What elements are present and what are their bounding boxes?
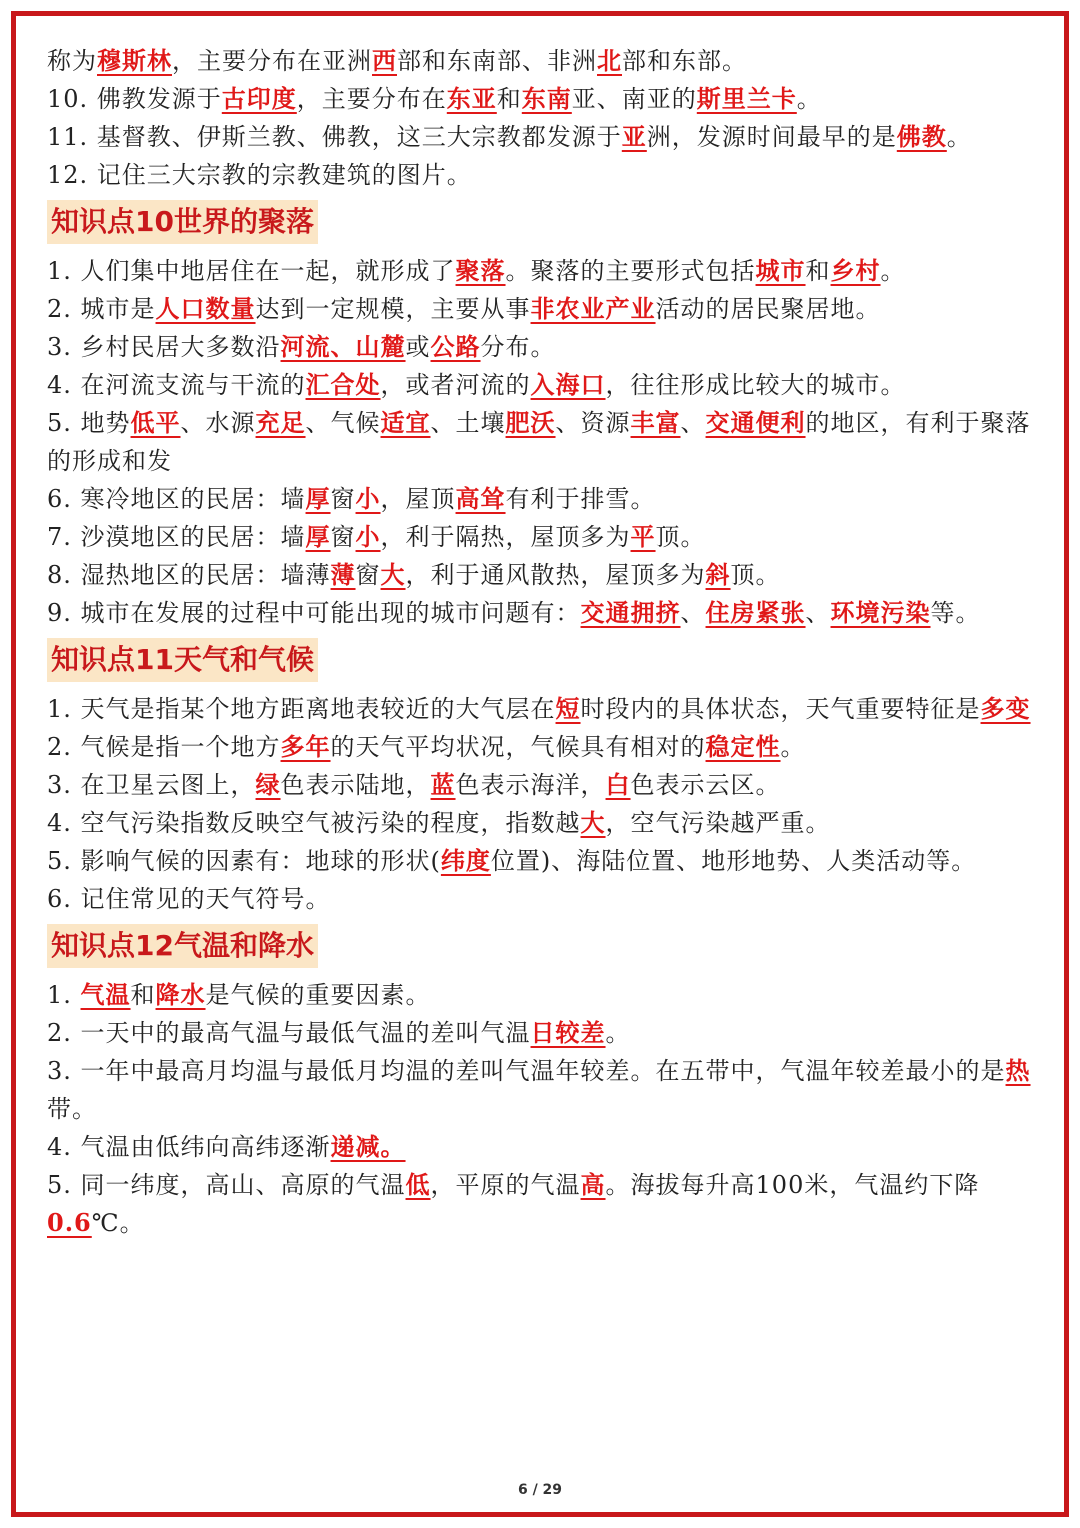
text-run: 的地区，有利于聚落的形成和发 (47, 409, 1031, 475)
key-term: 白 (605, 770, 631, 799)
key-term: 高耸 (455, 484, 506, 513)
text-run: 和 (496, 85, 522, 113)
key-term: 丰富 (630, 408, 681, 437)
list-item (47, 252, 1037, 290)
text-run: 和 (805, 257, 831, 285)
text-run: 窗 (355, 561, 381, 589)
document-body (47, 42, 1037, 1242)
key-term: 聚落 (455, 256, 506, 285)
text-run: 。 (605, 1019, 631, 1047)
text-run: ，主要分布在亚洲 (172, 47, 372, 75)
text-run: ℃。 (91, 1209, 145, 1237)
key-term: 热 (1005, 1056, 1031, 1085)
key-term: 纬度 (440, 846, 491, 875)
text-run: 。 (796, 85, 822, 113)
text-run: 7. 沙漠地区的民居：墙 (47, 523, 306, 551)
text-run: 12. 记住三大宗教的宗教建筑的图片。 (47, 161, 472, 189)
text-run: 、 (680, 409, 706, 437)
key-term: 厚 (305, 522, 331, 551)
key-term: 递减。 (330, 1132, 406, 1161)
list-item (47, 594, 1037, 632)
key-term: 短 (555, 694, 581, 723)
key-term: 东南 (521, 84, 572, 113)
list-item (47, 556, 1037, 594)
text-run: 8. 湿热地区的民居：墙薄 (47, 561, 331, 589)
text-run: 1. 天气是指某个地方距离地表较近的大气层在 (47, 695, 556, 723)
key-term: 稳定性 (705, 732, 781, 761)
section-heading: 知识点12气温和降水 (47, 924, 318, 968)
key-term: 公路 (430, 332, 481, 361)
key-term: 大 (380, 560, 406, 589)
key-term: 汇合处 (305, 370, 381, 399)
text-run: 。 (946, 123, 972, 151)
text-run: 有利于排雪。 (505, 485, 656, 513)
text-run: 色表示云区。 (630, 771, 781, 799)
text-run: 。聚落的主要形式包括 (505, 257, 756, 285)
key-term: 交通便利 (705, 408, 806, 437)
key-term: 高 (580, 1170, 606, 1199)
text-run: ，屋顶 (380, 485, 456, 513)
text-run: 。 (780, 733, 806, 761)
key-term: 乡村 (830, 256, 881, 285)
text-run: 带。 (47, 1095, 97, 1123)
key-term: 薄 (330, 560, 356, 589)
list-item (47, 42, 1037, 80)
key-term: 蓝 (430, 770, 456, 799)
text-run: 9. 城市在发展的过程中可能出现的城市问题有： (47, 599, 581, 627)
text-run: ，平原的气温 (430, 1171, 581, 1199)
key-term: 穆斯林 (97, 46, 172, 75)
key-term: 绿 (255, 770, 281, 799)
list-item (47, 976, 1037, 1014)
page-number: 6 / 29 (517, 1482, 563, 1498)
list-item (47, 804, 1037, 842)
text-run: 等。 (930, 599, 981, 627)
text-run: ，或者河流的 (380, 371, 531, 399)
key-term: 低 (405, 1170, 431, 1199)
text-run: 窗 (330, 523, 356, 551)
list-item (47, 118, 1037, 156)
key-term: 非农业产业 (530, 294, 656, 323)
text-run: 10. 佛教发源于 (47, 85, 222, 113)
key-term: 交通拥挤 (580, 598, 681, 627)
text-run: 窗 (330, 485, 356, 513)
key-term: 气温 (80, 980, 131, 1009)
text-run: 顶。 (655, 523, 706, 551)
key-term: 小 (355, 522, 381, 551)
text-run: 色表示海洋， (455, 771, 606, 799)
text-run: 、水源 (180, 409, 256, 437)
text-run: ，往往形成比较大的城市。 (605, 371, 906, 399)
text-run: 1. (47, 981, 81, 1009)
key-term: 城市 (755, 256, 806, 285)
key-term: 东亚 (446, 84, 497, 113)
text-run: 4. 气温由低纬向高纬逐渐 (47, 1133, 331, 1161)
key-term: 适宜 (380, 408, 431, 437)
text-run: 。海拔每升高100米，气温约下降 (605, 1171, 980, 1199)
text-run: 、 (680, 599, 706, 627)
list-item (47, 404, 1037, 480)
key-term: 古印度 (221, 84, 297, 113)
list-item (47, 728, 1037, 766)
key-term: 河流、山麓 (280, 332, 406, 361)
text-run: 5. 地势 (47, 409, 131, 437)
text-run: 11. 基督教、伊斯兰教、佛教，这三大宗教都发源于 (47, 123, 622, 151)
section-heading: 知识点11天气和气候 (47, 638, 318, 682)
key-term: 降水 (155, 980, 206, 1009)
text-run: 和 (130, 981, 156, 1009)
list-item (47, 1014, 1037, 1052)
key-term: 入海口 (530, 370, 606, 399)
list-item (47, 480, 1037, 518)
text-run: 达到一定规模，主要从事 (255, 295, 531, 323)
text-run: 顶。 (730, 561, 781, 589)
text-run: 是气候的重要因素。 (205, 981, 431, 1009)
key-term: 0.6 (47, 1208, 92, 1237)
key-term: 厚 (305, 484, 331, 513)
text-run: 2. 气候是指一个地方 (47, 733, 281, 761)
text-run: 称为 (47, 47, 97, 75)
list-item (47, 366, 1037, 404)
text-run: 4. 空气污染指数反映空气被污染的程度，指数越 (47, 809, 581, 837)
key-term: 肥沃 (505, 408, 556, 437)
text-run: 6. 寒冷地区的民居：墙 (47, 485, 306, 513)
text-run: 部和东部。 (622, 47, 747, 75)
list-item (47, 842, 1037, 880)
text-run: 5. 影响气候的因素有：地球的形状( (47, 847, 441, 875)
text-run: 时段内的具体状态，天气重要特征是 (580, 695, 981, 723)
key-term: 斯里兰卡 (696, 84, 797, 113)
list-item (47, 156, 1037, 194)
list-item (47, 1166, 1037, 1242)
text-run: 3. 一年中最高月均温与最低月均温的差叫气温年较差。在五带中，气温年较差最小的是 (47, 1057, 1006, 1085)
text-run: 、 (805, 599, 831, 627)
text-run: 5. 同一纬度，高山、高原的气温 (47, 1171, 406, 1199)
text-run: 2. 城市是 (47, 295, 156, 323)
list-item (47, 1052, 1037, 1128)
list-item (47, 80, 1037, 118)
text-run: ，空气污染越严重。 (605, 809, 831, 837)
text-run: 或 (405, 333, 431, 361)
text-run: 洲，发源时间最早的是 (646, 123, 897, 151)
text-run: 3. 在卫星云图上， (47, 771, 256, 799)
text-run: 4. 在河流支流与干流的 (47, 371, 306, 399)
text-run: 2. 一天中的最高气温与最低气温的差叫气温 (47, 1019, 531, 1047)
text-run: ，利于隔热，屋顶多为 (380, 523, 631, 551)
text-run: 。 (880, 257, 906, 285)
key-term: 亚 (621, 122, 647, 151)
key-term: 多变 (980, 694, 1031, 723)
text-run: ，主要分布在 (296, 85, 447, 113)
list-item (47, 880, 1037, 918)
key-term: 北 (597, 46, 622, 75)
key-term: 小 (355, 484, 381, 513)
list-item (47, 1128, 1037, 1166)
text-run: 3. 乡村民居大多数沿 (47, 333, 281, 361)
text-run: 色表示陆地， (280, 771, 431, 799)
list-item (47, 290, 1037, 328)
text-run: 1. 人们集中地居住在一起，就形成了 (47, 257, 456, 285)
text-run: 分布。 (480, 333, 556, 361)
key-term: 平 (630, 522, 656, 551)
text-run: 、气候 (305, 409, 381, 437)
list-item (47, 328, 1037, 366)
text-run: 部和东南部、非洲 (397, 47, 597, 75)
text-run: 、土壤 (430, 409, 506, 437)
key-term: 西 (372, 46, 397, 75)
key-term: 住房紧张 (705, 598, 806, 627)
key-term: 充足 (255, 408, 306, 437)
text-run: 、资源 (555, 409, 631, 437)
text-run: 亚、南亚的 (571, 85, 697, 113)
key-term: 人口数量 (155, 294, 256, 323)
key-term: 低平 (130, 408, 181, 437)
text-run: 位置)、海陆位置、地形地势、人类活动等。 (490, 847, 977, 875)
key-term: 佛教 (896, 122, 947, 151)
text-run: 6. 记住常见的天气符号。 (47, 885, 331, 913)
list-item (47, 766, 1037, 804)
text-run: 的天气平均状况，气候具有相对的 (330, 733, 706, 761)
key-term: 斜 (705, 560, 731, 589)
key-term: 大 (580, 808, 606, 837)
key-term: 环境污染 (830, 598, 931, 627)
text-run: 活动的居民聚居地。 (655, 295, 881, 323)
key-term: 日较差 (530, 1018, 606, 1047)
section-heading: 知识点10世界的聚落 (47, 200, 318, 244)
text-run: ，利于通风散热，屋顶多为 (405, 561, 706, 589)
list-item (47, 690, 1037, 728)
list-item (47, 518, 1037, 556)
key-term: 多年 (280, 732, 331, 761)
